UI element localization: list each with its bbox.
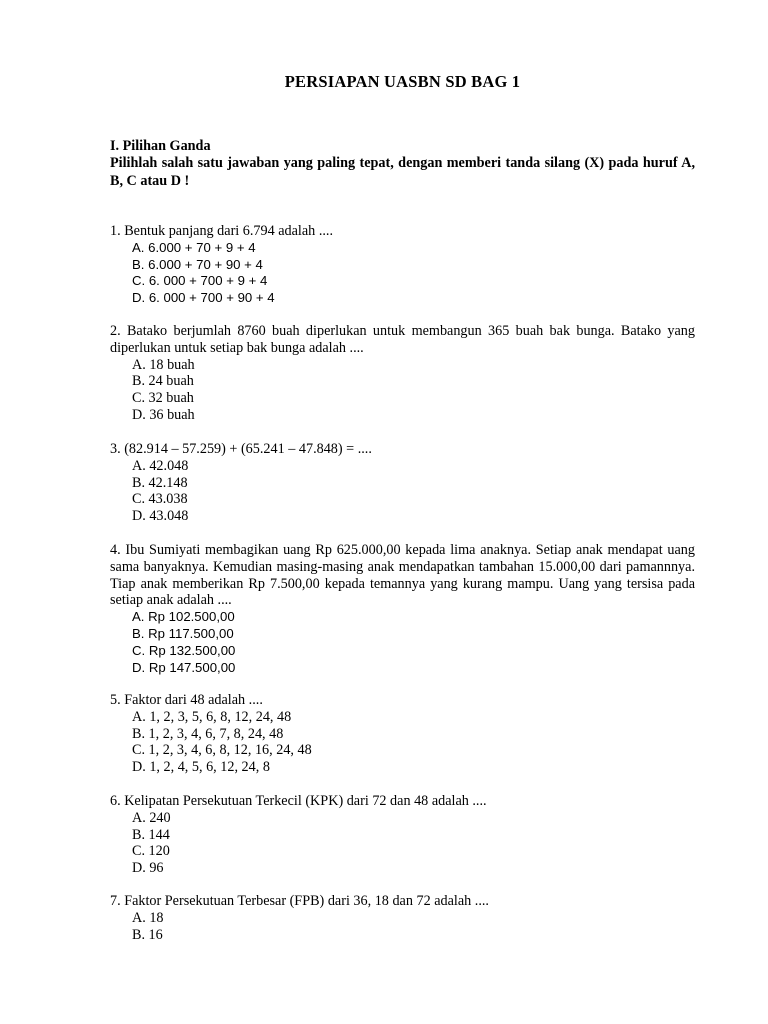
question-2 [110,323,695,424]
option-a: A. 240 [132,809,171,826]
option-list [110,458,695,525]
option-list [110,910,695,944]
page-title: PERSIAPAN UASBN SD BAG 1 [284,72,521,91]
option-b: B. 42.148 [132,474,188,491]
section-heading: I. Pilihan Ganda [110,138,211,154]
question-6 [110,793,695,877]
question-4 [110,542,695,676]
option-a: A. 18 buah [132,356,195,373]
option-c: C. Rp 132.500,00 [132,642,236,658]
question-text: 1. Bentuk panjang dari 6.794 adalah .... [110,223,334,239]
option-list [110,609,695,676]
option-d: D. 96 [132,860,164,877]
option-b: B. 24 buah [132,373,194,390]
question-7 [110,893,695,943]
question-3 [110,441,695,525]
option-list [110,709,695,776]
option-d: D. 6. 000 + 700 + 90 + 4 [132,290,275,306]
question-text: 4. Ibu Sumiyati membagikan uang Rp 625.000,00 kepada lima anaknya. Setiap anak mendapat uang sama banyaknya. Kemudian masing-masing anak mendapatkan tambahan 15.000,00 dari pamannnya. Tiap anak memberikan Rp 7.500,00 kepada temannya yang kurang mampu. Uang yang tersisa pada setiap anak adalah .... [110,542,695,609]
option-c: C. 1, 2, 3, 4, 6, 8, 12, 16, 24, 48 [132,742,312,759]
option-b: B. 16 [132,926,163,943]
section-instruction: Pilihlah salah satu jawaban yang paling tepat, dengan memberi tanda silang (X) pada huruf A, B, C atau D ! [110,155,695,189]
option-b: B. 1, 2, 3, 4, 6, 7, 8, 24, 48 [132,725,284,742]
question-text: 5. Faktor dari 48 adalah .... [110,692,263,708]
option-c: C. 32 buah [132,390,194,407]
option-c: C. 120 [132,843,170,860]
option-list [110,240,695,307]
option-c: C. 43.038 [132,491,188,508]
option-a: A. 6.000 + 70 + 9 + 4 [132,239,256,255]
question-text: 6. Kelipatan Persekutuan Terkecil (KPK) dari 72 dan 48 adalah .... [110,793,487,809]
option-d: D. 43.048 [132,508,189,525]
question-5 [110,692,695,776]
option-list [110,810,695,877]
option-a: A. 1, 2, 3, 5, 6, 8, 12, 24, 48 [132,708,292,725]
question-text: 3. (82.914 – 57.259) + (65.241 – 47.848) = .... [110,441,372,457]
option-d: D. Rp 147.500,00 [132,659,236,675]
option-c: C. 6. 000 + 700 + 9 + 4 [132,273,268,289]
question-text: 2. Batako berjumlah 8760 buah diperlukan untuk membangun 365 buah bak bunga. Batako yang diperlukan untuk setiap bak bunga adalah .... [110,323,695,356]
option-a: A. 42.048 [132,457,189,474]
question-text: 7. Faktor Persekutuan Terbesar (FPB) dari 36, 18 dan 72 adalah .... [110,893,489,909]
option-b: B. 144 [132,826,170,843]
option-d: D. 36 buah [132,406,195,423]
option-list [110,357,695,424]
option-a: A. Rp 102.500,00 [132,609,235,625]
option-d: D. 1, 2, 4, 5, 6, 12, 24, 8 [132,759,270,776]
option-a: A. 18 [132,909,164,926]
option-b: B. 6.000 + 70 + 90 + 4 [132,256,263,272]
question-1 [110,223,695,307]
option-b: B. Rp 117.500,00 [132,625,234,641]
